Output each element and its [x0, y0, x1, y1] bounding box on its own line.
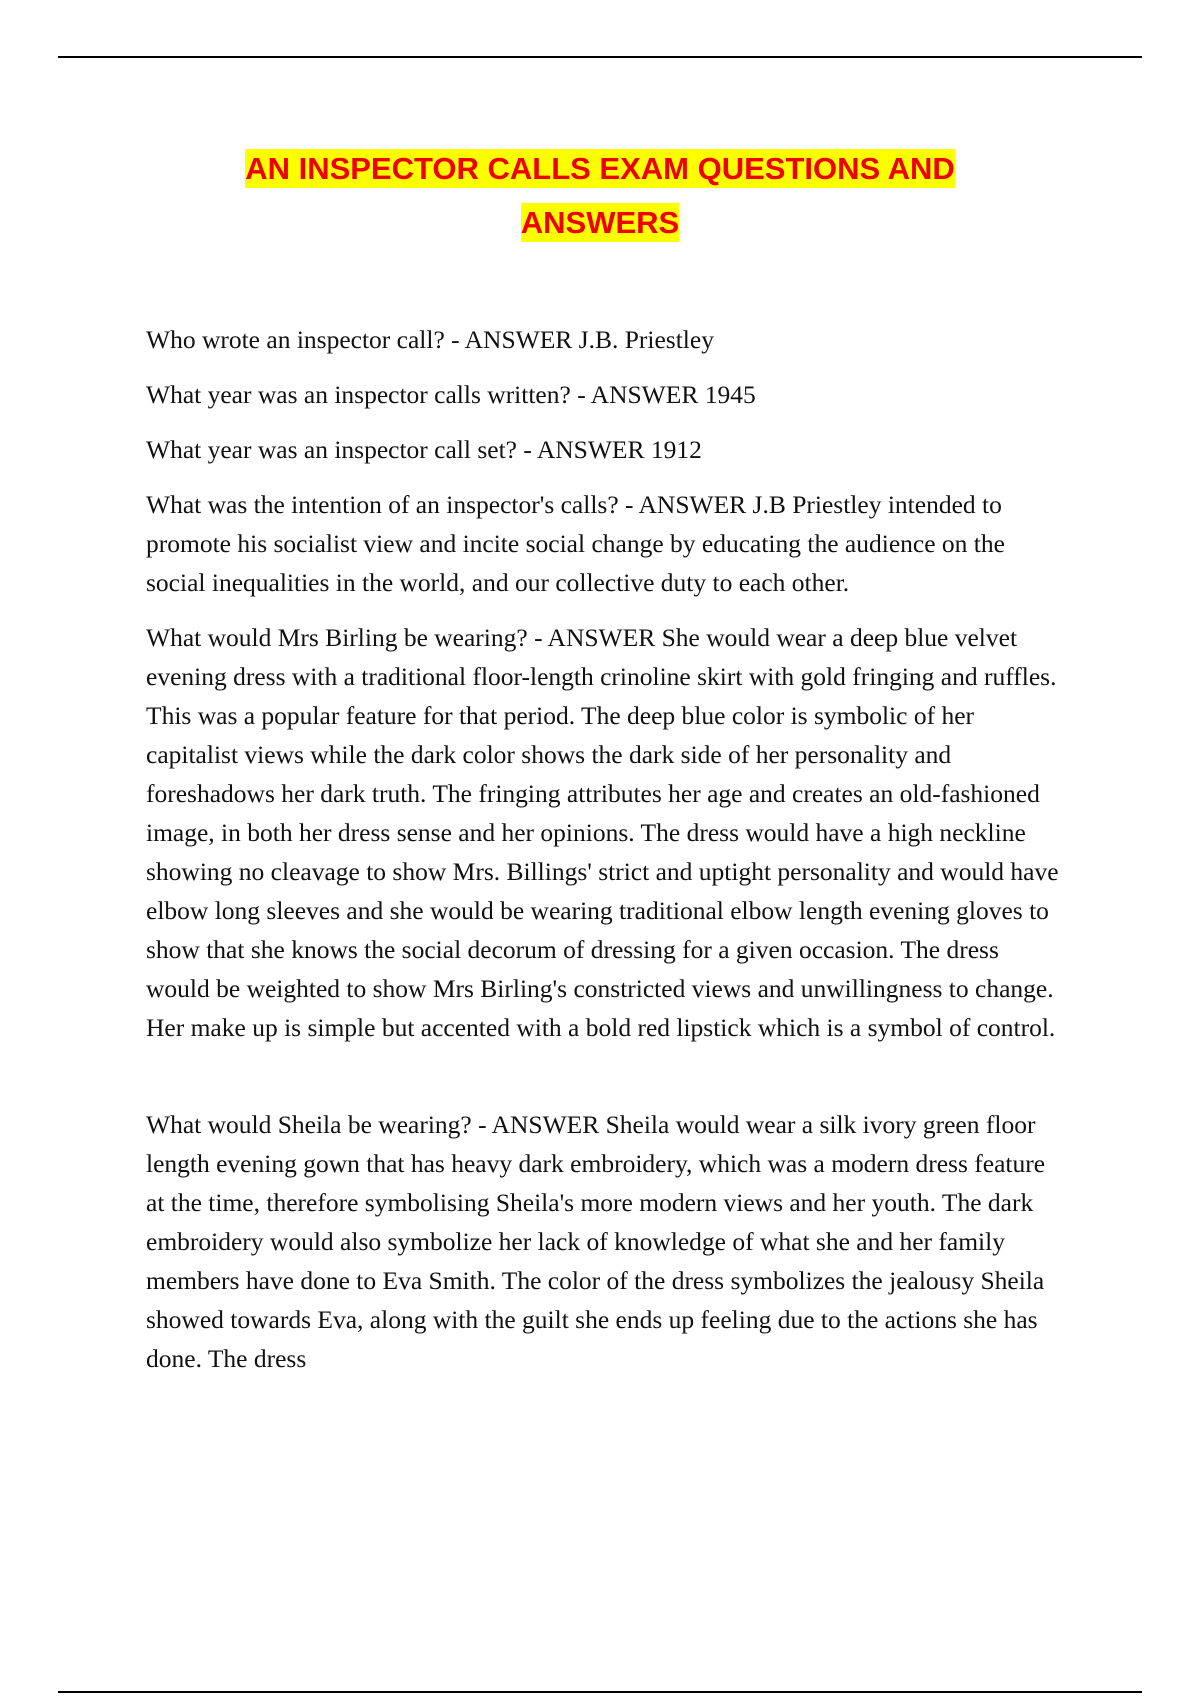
title-line-2: ANSWERS [520, 205, 680, 240]
bottom-rule [58, 1691, 1142, 1693]
qa-item-mrs-birling: What would Mrs Birling be wearing? - ANSWER She would wear a deep blue velvet evening dress with a traditional floor-length crinoline skirt with gold fringing and ruffles. This was a popular feature for that period. The deep blue color is symbolic of her capitalist views while the dark color shows the dark side of her personality and foreshadows her dark truth. The fringing attributes her age and creates an old-fashioned image, in both her dress sense and her opinions. The dress would have a high neckline showing no cleavage to show Mrs. Billings' strict and uptight personality and would have elbow long sleeves and she would be wearing traditional elbow length evening gloves to show that she knows the social decorum of dressing for a given occasion. The dress would be weighted to show Mrs Birling's constricted views and unwillingness to change. Her make up is simple but accented with a bold red lipstick which is a symbol of control. [146, 623, 1059, 1042]
qa-item-intention: What was the intention of an inspector's calls? - ANSWER J.B Priestley intended to promote his socialist view and incite social change by educating the audience on the social inequalities in the world, and our collective duty to each other. [146, 490, 1005, 597]
qa-item-year-written: What year was an inspector calls written? - ANSWER 1945 [146, 380, 756, 409]
qa-list [146, 320, 1066, 1394]
qa-item-sheila: What would Sheila be wearing? - ANSWER Sheila would wear a silk ivory green floor length evening gown that has heavy dark embroidery, which was a modern dress feature at the time, therefore symbolising Sheila's more modern views and her youth. The dark embroidery would also symbolize her lack of knowledge of what she and her family members have done to Eva Smith. The color of the dress symbolizes the jealousy Sheila showed towards Eva, along with the guilt she ends up feeling due to the actions she has done. The dress [146, 1110, 1046, 1373]
title-line-1: AN INSPECTOR CALLS EXAM QUESTIONS AND [245, 151, 955, 186]
qa-item-author: Who wrote an inspector call? - ANSWER J.B. Priestley [146, 325, 714, 354]
top-rule [58, 56, 1142, 58]
qa-item-year-set: What year was an inspector call set? - ANSWER 1912 [146, 435, 702, 464]
document-title [0, 142, 1200, 250]
